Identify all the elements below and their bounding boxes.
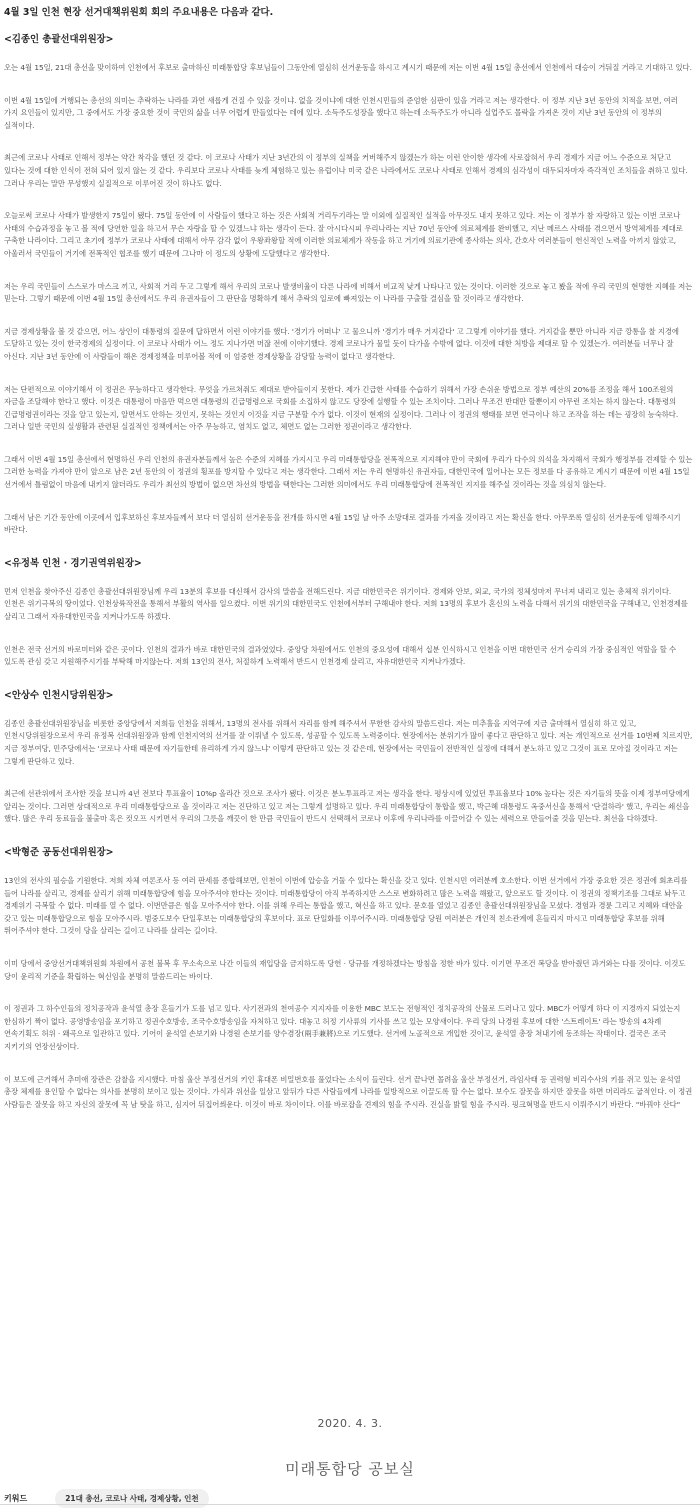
paragraph: 최근에 코로나 사태로 인해서 정부는 약간 착각을 했던 것 같다. 이 코로나 사태가 지난 3년간의 이 정부의 실책을 커버해주지 않겠는가 하는 이런 안이한 생각에 사로잡혀서 우리 경제가 지금 어느 수준으로 처닫고 있다는 것에 대한 인식이 전혀 되어 있지 않는 것 같다. 우리보다 코로나 사태를 늦게 체험하고 있는 유럽이나 미국 같은 나라에서도 코로나 사태로 인해서 경제의 심각성이 대두되자마자 즉각적인 조치들을 취하고 있다. 그러나 우리는 말만 무성했지 실질적으로 이루어진 것이 하나도 없다. bbox=[4, 153, 688, 188]
paragraph: 최근에 선관위에서 조사한 것을 보니까 4년 전보다 투표율이 10%p 올라간 것으로 조사가 됐다. 이것은 분노투표라고 저는 생각을 한다. 평상시에 있었던 투표율보다 10% 높다는 것은 자기들의 뜻을 이제 정부여당에게 알리는 것이다. 그러면 상대적으로 우리 미래통합당으로 올 것이라고 저는 진단하고 있고 저는 그렇게 설명하고 있다. 우리 미래통합당이 통합을 했고, 박근혜 대통령도 옥중서신을 통해서 '단결하라' 했고, 우리는 쇄신을 했다. 많은 우리 동료들을 불출마 혹은 컷오프 시키면서 우리의 그릇을 깨끗이 한 만큼 국민들이 반드시 선택해서 코로나 이후에 우리나라를 이끌어갈 수 있는 세력으로 만들어줄 것을 믿는다. 최선을 다하겠다. bbox=[4, 789, 690, 824]
section-ahn-sangsoo bbox=[4, 689, 694, 826]
paragraph: 이 정권과 그 하수인들의 정치공작과 윤석열 총장 흔들기가 도를 넘고 있다. 사기전과의 천여공수 지지자를 이용한 MBC 보도는 전형적인 정치공작의 산물로 드러나고 있다. MBC가 어떻게 하다 이 지경까지 되었는지 한심하기 짝이 없다. 공영방송임을 포기하고 정권수호방송, 조국수호방송임을 자처하고 있다. 대놓고 허정 기사류의 기사를 쓰고 있는 모양새이다. 우리 당의 나경원 후보에 대한 '스트레이트' 라는 방송의 4차례 연속기획도 허위 · 왜곡으로 일관하고 있다. 기어이 윤석열 손보기와 나경원 손보기를 양수겸장(兩手兼將)으로 기도했다. 선거에 노골적으로 개입한 것이고, 윤석열 총장 쳐내기에 동조하는 작태이다. 결국은 조국 지키기의 연장선상이다. bbox=[4, 1004, 681, 1051]
paragraph: 13인의 전사의 필승을 기원한다. 저희 자체 여론조사 등 여러 판세를 종합해보면, 인천이 이번에 압승을 거둘 수 있다는 확신을 갖고 있다. 인천시민 여러분께 호소한다. 이번 선거에서 가장 중요한 것은 정권에 회초리를 들어 나라를 살리고, 경제를 살리기 위해 미래통합당에 힘을 모아주셔야 한다는 것이다. 미래통합당이 아직 부족하지만 스스로 변화하려고 많은 노력을 해왔고, 앞으로도 할 것이다. 이 정권의 정책기조를 그대로 놔두고 경제위기 극복할 수 없다. 미래를 열 수 없다. 이번만큼은 힘을 모아주셔야 한다. 이를 위해 우리는 통합을 했고, 혁신을 하고 있다. 문호를 열었고 김종인 총괄선대위원장님을 모셨다. 경험과 경륜 그리고 지혜와 대안을 갖고 있는 미래통합당으로 힘을 모아주시라. 범중도보수 단일후보는 미래통합당의 후보이다. 표로 단일화를 이루어주시라. 미래통합당 당원 여러분은 개인적 친소관계에 흔들리지 마시고 미래통합당 후보를 위해 뛰어주셔야 한다. 그것이 당을 살리는 길이고 나라를 살리는 길이다. bbox=[4, 875, 688, 936]
section-heading: <김종인 총괄선대위원장> bbox=[4, 34, 114, 45]
keywords-label: 키워드 bbox=[4, 1494, 28, 1503]
keywords-row bbox=[4, 1489, 209, 1508]
release-date: 2020. 4. 3. bbox=[317, 1417, 383, 1430]
paragraph: 지금 경제상황을 볼 것 같으면, 어느 상인이 대통령의 질문에 답하면서 이런 이야기를 했다. '경기가 어떠냐' 고 물으니까 '경기가 매우 거지같다' 고 그렇게 이야기를 했다. 거지같을 뿐만 아니라 지금 깡통을 찰 지경에 도달하고 있는 것이 한국경제의 실정이다. 이 코로나 사태가 어느 정도 지나가면 머잖 전에 이야기했다. 경제 코로나가 물밀 듯이 다가올 수밖에 없다. 이것에 대한 처방을 제대로 할 수 있겠는가. 여러분들 너무나 잘 아신다. 지난 3년 동안에 이 사람들이 해온 경제정책을 미루어볼 적에 이 엄중한 경제상황을 감당할 능력이 없다고 생각한다. bbox=[4, 326, 679, 361]
intro-line: 4월 3일 인천 현장 선거대책위원회 회의 주요내용은 다음과 같다. bbox=[4, 7, 274, 18]
paragraph: 저는 우리 국민들이 스스로가 마스크 끼고, 사회적 거리 두고 그렇게 해서 우리의 코로나 발생비율이 다른 나라에 비해서 비교적 낮게 나타나고 있는 것이다. 이러한 것으로 놓고 봤을 적에 우리 국민의 현명한 지혜를 저는 믿는다. 그렇기 때문에 이번 4월 15일 총선에서도 우리 유권자들이 그 판단을 명확하게 해서 추락의 일로에 빠져있는 이 나라를 구출할 결심을 할 것이라고 생각한다. bbox=[4, 281, 693, 304]
section-yoo-jeongbok bbox=[4, 557, 694, 669]
section-heading: <박형준 공동선대위원장> bbox=[4, 846, 114, 858]
bottom-divider bbox=[0, 1504, 700, 1505]
paragraph: 먼저 인천을 찾아주신 김종인 총괄선대위원장님께 우리 13분의 후보를 대신해서 감사의 말씀을 전해드린다. 지금 대한민국은 위기이다. 경제와 안보, 외교, 국가의 정체성마저 무너져 내리고 있는 총체적 위기이다. 인천은 위기극복의 땅이었다. 인천상륙작전을 통해서 부활의 역사를 일으켰다. 이번 위기의 대한민국도 인천에서부터 구해내야 한다. 저희 13명의 후보가 혼신의 노력을 다해서 위기의 대한민국을 구해내고, 인천경제를 살리고 그래서 자유대한민국을 지켜나가도록 하겠다. bbox=[4, 586, 688, 622]
paragraph: 그래서 이번 4월 15일 총선에서 현명하신 우리 인천의 유권자분들께서 높은 수준의 지혜를 가지시고 우리 미래통합당을 전폭적으로 지지해야 만이 국회에 우리가 다수의 의석을 차지해서 국회가 행정부를 견제할 수 있는 그러한 능력을 가져야 만이 앞으로 남은 2년 동안의 이 정권의 횡포를 방지할 수 있다고 저는 생각한다. 그래서 저는 우리 현명하신 유권자들, 대한민국에 일어나는 모든 정보를 다 공유하고 계시기 때문에 이번 4월 15일 선거에서 틀림없이 마음에 내키지 않더라도 우리가 최선의 방법이 없으면 차선의 방법을 택한다는 그러한 의미에서도 우리 미래통합당에 전폭적인 지지를 해주실 것이라는 것을 의심치 않는다. bbox=[4, 454, 693, 490]
paragraph: 이미 당에서 중앙선거대책위원회 차원에서 공천 불복 후 무소속으로 나간 이들의 재입당을 금지하도록 당헌 · 당규를 개정하겠다는 방침을 정한 바가 있다. 이기면 무조건 복당을 받아줬던 과거와는 다를 것이다. 이것도 당이 윤리적 기준을 확립하는 혁신임을 분명히 말씀드리는 바이다. bbox=[4, 958, 686, 981]
section-kim-jongin bbox=[4, 33, 694, 537]
section-heading: <유정복 인천 · 경기권역위원장> bbox=[4, 557, 142, 569]
paragraph: 그래서 남은 기간 동안에 이곳에서 입후보하신 후보자들께서 보다 더 열심히 선거운동을 전개를 하시면 4월 15일 날 아주 소망대로 결과를 가져올 것이라고 저는 확신을 한다. 아무쪼록 열심히 선거운동에 임해주시기 바란다. bbox=[4, 512, 681, 535]
paragraph: 오늘로써 코로나 사태가 발생한지 75일이 됐다. 75일 동안에 이 사람들이 했다고 하는 것은 사회적 거리두기라는 말 이외에 실질적인 실적을 아무것도 내지 못하고 있다. 저는 이 정부가 참 자랑하고 있는 이번 코로나 사태의 수습과정을 놓고 볼 적에 당연한 일을 하고서 무슨 자랑을 할 수 있겠느냐 하는 생각이 든다. 잘 아시다시피 우리나라는 지난 70년 동안에 의료체계를 완비했고, 지난 메르스 사태를 겪으면서 방역체계를 제대로 구축한 나라이다. 그리고 초기에 정부가 코로나 사태에 대해서 아무 감각 없이 우왕좌왕할 적에 이러한 의료체계가 작동을 하고 거기에 의료기관에 종사하는 의사, 간호사 여러분들이 헌신적인 노력을 아끼지 않았고, 아울러서 국민들이 거기에 전폭적인 협조를 했기 때문에 그나마 이 정도의 상황에 도달했다고 생각한다. bbox=[4, 211, 683, 258]
paragraph: 김종인 총괄선대위원장님을 비롯한 중앙당에서 저희들 인천을 위해서, 13명의 전사를 위해서 자리를 함께 해주셔서 무한한 감사의 말씀드린다. 저는 미추홀을 지역구에 지금 출마해서 열심히 하고 있고, 인천시당위원장으로서 우리 유정복 선대위원장과 함께 인천지역의 선거를 잘 이뤄낼 수 있도록, 성공할 수 있도록 노력중이다. 현장에서는 분위기가 많이 좋다고 판단하고 있다. 저는 개인적으로 선거를 10번째 치르지만, 지금 정부여당, 민주당에서는 '코로나 사태 때문에 자기들한테 유리하게 가지 않느냐' 이렇게 판단하고 있는 것 같은데, 현장에서는 국민들이 전반적인 실정에 대해서 분노하고 있고 그것이 표로 모아질 것이라고 저는 그렇게 판단하고 있다. bbox=[4, 718, 693, 766]
paragraph: 이번 4월 15일에 거행되는 총선의 의미는 추락하는 나라를 과연 새롭게 건질 수 있을 것이냐. 없을 것이냐에 대한 인천시민들의 준엄한 심판이 있을 거라고 저는 생각한다. 이 정부 지난 3년 동안의 치적을 보면, 여러 가지 요인들이 있지만, 그 중에서도 가장 중요한 것이 국민의 삶을 너무 어렵게 만들었다는 데에 있다. 소득주도성장을 했다고 하는데 소득주도가 아니라 실업주도 몰락을 가져온 것이 지난 3년 동안의 이 정부의 실적이다. bbox=[4, 95, 678, 130]
paragraph: 인천은 전국 선거의 바로미터와 같은 곳이다. 인천의 결과가 바로 대한민국의 결과였었다. 중앙당 차원에서도 인천의 중요성에 대해서 십분 인식하시고 인천을 이번 대한민국 선거 승리의 가장 중심적인 역할을 할 수 있도록 관심 갖고 지원해주시기를 부탁해 마지않는다. 저희 13인의 전사, 처절하게 노력해서 반드시 인천경제 살리고, 자유대한민국 지켜나가겠다. bbox=[4, 644, 677, 667]
section-park-hyungjun bbox=[4, 846, 694, 1111]
keyword-tag[interactable]: 21대 총선, 코로나 사태, 경제상황, 인천 bbox=[55, 1489, 208, 1508]
paragraph: 저는 단편적으로 이야기해서 이 정권은 무능하다고 생각한다. 무엇을 가르쳐줘도 제대로 받아들이지 못한다. 제가 긴급한 사태를 수습하기 위해서 가장 손쉬운 방법으로 정부 예산의 20%를 조정을 해서 100조원의 자금을 조달해야 한다고 했다. 이것은 대통령이 마음만 먹으면 대통령의 긴급명령으로 국회를 소집하지 않고도 당장에 실행할 수 있는 조치이다. 그러나 무조건 반대만 할뿐이지 아무런 조치는 하지 않는다. 대통령의 긴급명령권이라는 것을 알고 있는지, 알면서도 안하는 것인지, 못하는 것인지 이것을 지금 구분할 수가 없다. 이것이 현재의 실정이다. 그러나 이 정권의 행태를 보면 연극이나 하고 조작을 하는 데는 굉장히 능숙하다. 그러나 일반 국민의 실생활과 관련된 실질적인 정책에서는 아주 무능하고, 염치도 없고, 체면도 없는 그러한 정권이라고 생각한다. bbox=[4, 384, 679, 432]
paragraph: 이 보도에 근거해서 추미애 장관은 감찰을 지시했다. 마침 울산 부정선거의 키인 휴대폰 비밀번호를 풀었다는 소식이 들린다. 선거 끝나면 몰려올 울산 부정선거, 라임사태 등 권력형 비리수사의 키를 쥐고 있는 윤석열 총장 체제를 용인할 수 없다는 의사를 분명히 보이고 있는 것이다. 가식과 위선을 일삼고 앞뒤가 다른 사람들에게 나라를 일방적으로 이끌도록 할 수는 없다. 보수도 잘못을 하지만 잘못을 하면 머리라도 굽적인다. 이 정권 사람들은 잘못을 하고 자신의 잘못에 꼭 남 탓을 하고, 심지어 뒤집어씌운다. 이것이 바로 차이이다. 이를 바로잡을 견제의 힘을 주시라. 진실을 밝힐 힘을 주시라. 핑크혁명을 반드시 이뤄주시기 바란다. "바꿔야 산다" bbox=[4, 1074, 693, 1109]
paragraph: 오는 4월 15일, 21대 총선을 맞이하여 인천에서 후보로 출마하신 미래통합당 후보님들이 그동안에 열심히 선거운동을 하시고 계시기 때문에 저는 이번 4월 15일 총선에서 인천에서 대승이 거둬질 거라고 기대하고 있다. bbox=[4, 63, 692, 72]
press-release-body bbox=[4, 6, 694, 1131]
section-heading: <안상수 인천시당위원장> bbox=[4, 689, 114, 701]
issuing-office: 미래통합당 공보실 bbox=[285, 1460, 415, 1478]
